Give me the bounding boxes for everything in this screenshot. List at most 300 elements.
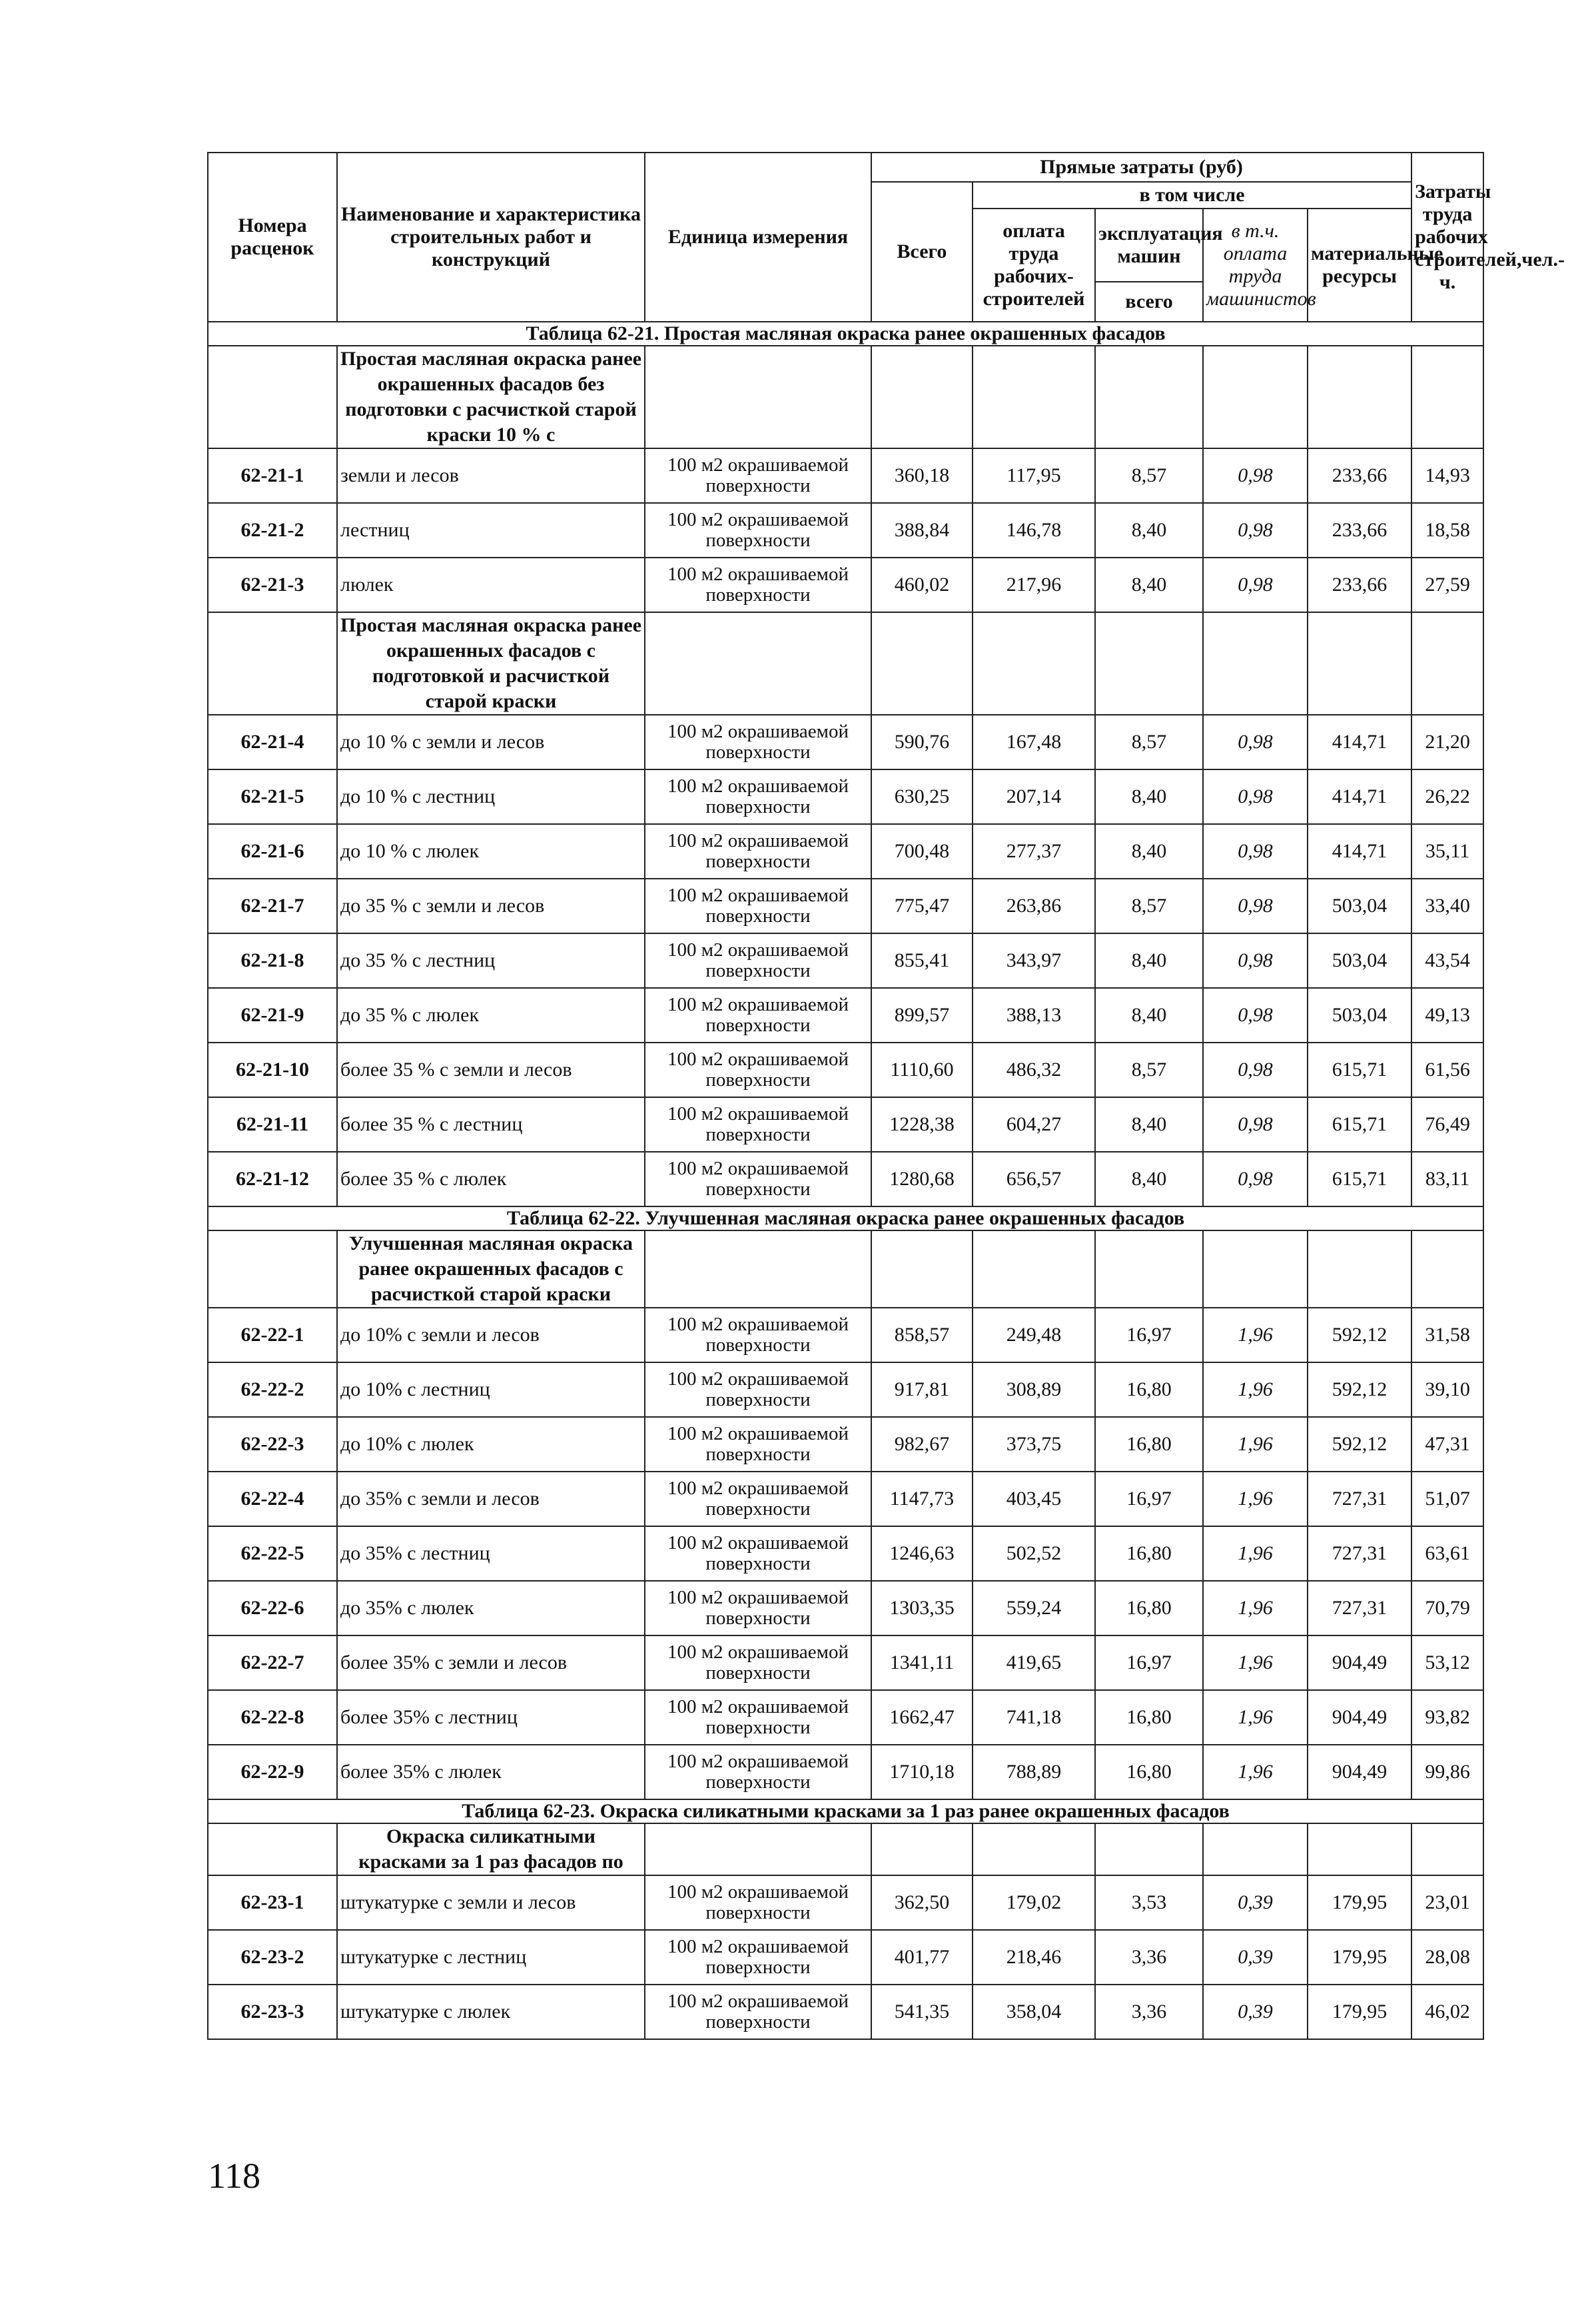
wages-cell: 373,75 [973,1417,1095,1472]
machinists-cell: 0,98 [1203,1097,1308,1152]
work-name: лестниц [337,503,645,558]
materials-cell: 233,66 [1308,448,1411,503]
materials-cell: 503,04 [1308,879,1411,933]
unit-cell: 100 м2 окрашиваемой поверхности [645,879,871,933]
total-cell: 1303,35 [871,1581,973,1635]
unit-cell: 100 м2 окрашиваемой поверхности [645,1745,871,1799]
table-caption: Таблица 62-21. Простая масляная окраска ранее окрашенных фасадов [208,322,1483,346]
unit-cell: 100 м2 окрашиваемой поверхности [645,1097,871,1152]
total-cell: 1228,38 [871,1097,973,1152]
work-name: до 10 % с лестниц [337,769,645,824]
labor-cell: 39,10 [1411,1362,1483,1417]
labor-cell: 23,01 [1411,1875,1483,1930]
page-number: 118 [208,2156,260,2196]
rate-code: 62-23-3 [208,1985,337,2039]
unit-cell: 100 м2 окрашиваемой поверхности [645,1362,871,1417]
rate-code: 62-23-2 [208,1930,337,1985]
total-cell: 1147,73 [871,1472,973,1526]
wages-cell: 308,89 [973,1362,1095,1417]
machinists-cell: 1,96 [1203,1635,1308,1690]
rate-code: 62-21-2 [208,503,337,558]
empty-cell [1203,1823,1308,1875]
empty-cell [973,612,1095,715]
materials-cell: 414,71 [1308,715,1411,769]
table-row [208,1745,1483,1799]
machines-cell: 8,40 [1095,503,1203,558]
machinists-cell: 1,96 [1203,1308,1308,1362]
table-row [208,1985,1483,2039]
machines-cell: 16,80 [1095,1581,1203,1635]
group-title-row [208,1230,1483,1308]
work-name: земли и лесов [337,448,645,503]
total-cell: 388,84 [871,503,973,558]
total-cell: 1246,63 [871,1526,973,1581]
materials-cell: 233,66 [1308,503,1411,558]
total-cell: 362,50 [871,1875,973,1930]
total-cell: 1341,11 [871,1635,973,1690]
machines-cell: 16,97 [1095,1635,1203,1690]
machinists-cell: 0,39 [1203,1875,1308,1930]
total-cell: 855,41 [871,933,973,988]
table-row [208,1581,1483,1635]
rate-code: 62-22-9 [208,1745,337,1799]
unit-cell: 100 м2 окрашиваемой поверхности [645,1472,871,1526]
empty-cell [1411,1230,1483,1308]
materials-cell: 615,71 [1308,1152,1411,1206]
table-row [208,769,1483,824]
group-title-row [208,1823,1483,1875]
empty-cell [973,1230,1095,1308]
header-including: в том числе [973,182,1411,209]
machines-cell: 8,57 [1095,879,1203,933]
labor-cell: 99,86 [1411,1745,1483,1799]
work-name: более 35 % с земли и лесов [337,1043,645,1097]
materials-cell: 503,04 [1308,933,1411,988]
unit-cell: 100 м2 окрашиваемой поверхности [645,1526,871,1581]
empty-cell [208,346,337,448]
total-cell: 917,81 [871,1362,973,1417]
labor-cell: 28,08 [1411,1930,1483,1985]
empty-cell [1308,612,1411,715]
materials-cell: 592,12 [1308,1308,1411,1362]
work-name: более 35 % с люлек [337,1152,645,1206]
wages-cell: 656,57 [973,1152,1095,1206]
table-row [208,1043,1483,1097]
table-row [208,879,1483,933]
rate-code: 62-21-12 [208,1152,337,1206]
group-title-row [208,612,1483,715]
materials-cell: 904,49 [1308,1635,1411,1690]
machines-cell: 8,57 [1095,1043,1203,1097]
total-cell: 360,18 [871,448,973,503]
labor-cell: 70,79 [1411,1581,1483,1635]
empty-cell [1203,346,1308,448]
work-name: более 35% с земли и лесов [337,1635,645,1690]
materials-cell: 414,71 [1308,769,1411,824]
empty-cell [645,1823,871,1875]
machines-cell: 16,80 [1095,1417,1203,1472]
materials-cell: 179,95 [1308,1930,1411,1985]
machines-cell: 8,40 [1095,824,1203,879]
total-cell: 460,02 [871,558,973,612]
empty-cell [1095,346,1203,448]
rate-code: 62-21-5 [208,769,337,824]
total-cell: 1280,68 [871,1152,973,1206]
rate-code: 62-22-5 [208,1526,337,1581]
total-cell: 982,67 [871,1417,973,1472]
empty-cell [1203,612,1308,715]
price-table [207,152,1565,2040]
total-cell: 541,35 [871,1985,973,2039]
wages-cell: 358,04 [973,1985,1095,2039]
header-total: Всего [871,182,973,322]
materials-cell: 615,71 [1308,1097,1411,1152]
machines-cell: 8,57 [1095,448,1203,503]
empty-cell [871,346,973,448]
wages-cell: 263,86 [973,879,1095,933]
unit-cell: 100 м2 окрашиваемой поверхности [645,1581,871,1635]
labor-cell: 26,22 [1411,769,1483,824]
table-row [208,715,1483,769]
machinists-cell: 0,98 [1203,503,1308,558]
table-row [208,558,1483,612]
rate-code: 62-22-4 [208,1472,337,1526]
machinists-cell: 0,98 [1203,1043,1308,1097]
materials-cell: 592,12 [1308,1362,1411,1417]
table-row [208,503,1483,558]
machinists-cell: 1,96 [1203,1417,1308,1472]
group-title: Улучшенная масляная окраска ранее окрашенных фасадов с расчисткой старой краски [337,1230,645,1308]
materials-cell: 179,95 [1308,1985,1411,2039]
machines-cell: 3,36 [1095,1985,1203,2039]
machinists-cell: 0,39 [1203,1985,1308,2039]
table-row [208,1362,1483,1417]
labor-cell: 21,20 [1411,715,1483,769]
rate-code: 62-23-1 [208,1875,337,1930]
wages-cell: 217,96 [973,558,1095,612]
rate-code: 62-21-4 [208,715,337,769]
materials-cell: 727,31 [1308,1472,1411,1526]
group-title: Окраска силикатными красками за 1 раз фасадов по [337,1823,645,1875]
labor-cell: 33,40 [1411,879,1483,933]
machinists-cell: 1,96 [1203,1745,1308,1799]
empty-cell [1411,346,1483,448]
table-row [208,1308,1483,1362]
wages-cell: 277,37 [973,824,1095,879]
machines-cell: 16,80 [1095,1526,1203,1581]
work-name: до 10 % с люлек [337,824,645,879]
rate-code: 62-21-7 [208,879,337,933]
unit-cell: 100 м2 окрашиваемой поверхности [645,558,871,612]
table-row [208,1635,1483,1690]
wages-cell: 559,24 [973,1581,1095,1635]
machinists-cell: 1,96 [1203,1690,1308,1745]
rate-code: 62-22-8 [208,1690,337,1745]
labor-cell: 18,58 [1411,503,1483,558]
unit-cell: 100 м2 окрашиваемой поверхности [645,1043,871,1097]
table-body [208,322,1483,2039]
rate-code: 62-22-2 [208,1362,337,1417]
empty-cell [208,612,337,715]
materials-cell: 727,31 [1308,1581,1411,1635]
group-title-row [208,346,1483,448]
table-row [208,1930,1483,1985]
labor-cell: 76,49 [1411,1097,1483,1152]
table-row [208,448,1483,503]
wages-cell: 403,45 [973,1472,1095,1526]
machinists-cell: 0,98 [1203,448,1308,503]
unit-cell: 100 м2 окрашиваемой поверхности [645,1690,871,1745]
empty-cell [1308,346,1411,448]
labor-cell: 27,59 [1411,558,1483,612]
wages-cell: 146,78 [973,503,1095,558]
empty-cell [1411,1823,1483,1875]
group-title: Простая масляная окраска ранее окрашенных фасадов без подготовки с расчисткой старой краски 10 % с [337,346,645,448]
work-name: до 35 % с земли и лесов [337,879,645,933]
total-cell: 700,48 [871,824,973,879]
materials-cell: 904,49 [1308,1745,1411,1799]
header-code: Номера расценок [208,153,337,322]
labor-cell: 31,58 [1411,1308,1483,1362]
machinists-cell: 1,96 [1203,1472,1308,1526]
wages-cell: 502,52 [973,1526,1095,1581]
total-cell: 899,57 [871,988,973,1043]
labor-cell: 35,11 [1411,824,1483,879]
unit-cell: 100 м2 окрашиваемой поверхности [645,1308,871,1362]
machinists-cell: 0,98 [1203,769,1308,824]
labor-cell: 63,61 [1411,1526,1483,1581]
table-row [208,933,1483,988]
total-cell: 401,77 [871,1930,973,1985]
table-row [208,1472,1483,1526]
unit-cell: 100 м2 окрашиваемой поверхности [645,1930,871,1985]
unit-cell: 100 м2 окрашиваемой поверхности [645,1985,871,2039]
unit-cell: 100 м2 окрашиваемой поверхности [645,503,871,558]
empty-cell [1095,612,1203,715]
machines-cell: 3,36 [1095,1930,1203,1985]
rate-code: 62-21-11 [208,1097,337,1152]
rate-code: 62-22-6 [208,1581,337,1635]
labor-cell: 14,93 [1411,448,1483,503]
unit-cell: 100 м2 окрашиваемой поверхности [645,1635,871,1690]
total-cell: 858,57 [871,1308,973,1362]
rate-code: 62-22-3 [208,1417,337,1472]
machinists-cell: 1,96 [1203,1526,1308,1581]
header-unit: Единица измерения [645,153,871,322]
labor-cell: 51,07 [1411,1472,1483,1526]
machines-cell: 8,40 [1095,558,1203,612]
work-name: до 35% с лестниц [337,1526,645,1581]
labor-cell: 46,02 [1411,1985,1483,2039]
table-caption-row [208,1799,1483,1823]
labor-cell: 49,13 [1411,988,1483,1043]
machines-cell: 8,40 [1095,988,1203,1043]
wages-cell: 343,97 [973,933,1095,988]
wages-cell: 419,65 [973,1635,1095,1690]
machinists-cell: 0,98 [1203,988,1308,1043]
unit-cell: 100 м2 окрашиваемой поверхности [645,933,871,988]
table-row [208,988,1483,1043]
machinists-cell: 0,98 [1203,715,1308,769]
total-cell: 1710,18 [871,1745,973,1799]
work-name: штукатурке с земли и лесов [337,1875,645,1930]
unit-cell: 100 м2 окрашиваемой поверхности [645,1152,871,1206]
work-name: до 35% с люлек [337,1581,645,1635]
work-name: до 35% с земли и лесов [337,1472,645,1526]
unit-cell: 100 м2 окрашиваемой поверхности [645,1417,871,1472]
rate-code: 62-21-1 [208,448,337,503]
machines-cell: 8,57 [1095,715,1203,769]
labor-cell: 53,12 [1411,1635,1483,1690]
machines-cell: 3,53 [1095,1875,1203,1930]
empty-cell [645,612,871,715]
machines-cell: 8,40 [1095,1097,1203,1152]
header-machines-total: всего [1095,282,1203,322]
unit-cell: 100 м2 окрашиваемой поверхности [645,769,871,824]
labor-cell: 83,11 [1411,1152,1483,1206]
wages-cell: 741,18 [973,1690,1095,1745]
machinists-cell: 0,39 [1203,1930,1308,1985]
machines-cell: 16,80 [1095,1690,1203,1745]
header-wages: оплата труда рабочих-строителей [973,209,1095,322]
table-row [208,1097,1483,1152]
empty-cell [208,1230,337,1308]
empty-cell [1308,1230,1411,1308]
table-row [208,824,1483,879]
wages-cell: 218,46 [973,1930,1095,1985]
machinists-cell: 0,98 [1203,933,1308,988]
table-row [208,1152,1483,1206]
unit-cell: 100 м2 окрашиваемой поверхности [645,448,871,503]
rate-code: 62-21-9 [208,988,337,1043]
work-name: до 35 % с люлек [337,988,645,1043]
empty-cell [208,1823,337,1875]
wages-cell: 604,27 [973,1097,1095,1152]
wages-cell: 167,48 [973,715,1095,769]
empty-cell [1095,1230,1203,1308]
machinists-cell: 1,96 [1203,1362,1308,1417]
machines-cell: 16,80 [1095,1745,1203,1799]
machines-cell: 16,97 [1095,1308,1203,1362]
materials-cell: 615,71 [1308,1043,1411,1097]
machinists-cell: 0,98 [1203,879,1308,933]
table-row [208,1526,1483,1581]
empty-cell [973,346,1095,448]
materials-cell: 233,66 [1308,558,1411,612]
empty-cell [871,1230,973,1308]
work-name: штукатурке с люлек [337,1985,645,2039]
group-title: Простая масляная окраска ранее окрашенных фасадов с подготовкой и расчисткой старой краски [337,612,645,715]
work-name: до 10 % с земли и лесов [337,715,645,769]
unit-cell: 100 м2 окрашиваемой поверхности [645,824,871,879]
unit-cell: 100 м2 окрашиваемой поверхности [645,1875,871,1930]
table-caption: Таблица 62-23. Окраска силикатными красками за 1 раз ранее окрашенных фасадов [208,1799,1483,1823]
work-name: до 10% с земли и лесов [337,1308,645,1362]
table-row [208,1690,1483,1745]
machines-cell: 16,97 [1095,1472,1203,1526]
table-row [208,1417,1483,1472]
materials-cell: 179,95 [1308,1875,1411,1930]
empty-cell [1411,612,1483,715]
header-machinist-wages: в т.ч. оплата труда машинистов [1203,209,1308,322]
empty-cell [871,612,973,715]
total-cell: 775,47 [871,879,973,933]
rate-code: 62-21-10 [208,1043,337,1097]
empty-cell [973,1823,1095,1875]
unit-cell: 100 м2 окрашиваемой поверхности [645,715,871,769]
rate-code: 62-21-8 [208,933,337,988]
wages-cell: 486,32 [973,1043,1095,1097]
header-machines: эксплуатация машин [1095,209,1203,282]
work-name: люлек [337,558,645,612]
header-name: Наименование и характеристика строительных работ и конструкций [337,153,645,322]
table-caption: Таблица 62-22. Улучшенная масляная окраска ранее окрашенных фасадов [208,1206,1483,1230]
machinists-cell: 1,96 [1203,1581,1308,1635]
labor-cell: 61,56 [1411,1043,1483,1097]
empty-cell [645,1230,871,1308]
materials-cell: 904,49 [1308,1690,1411,1745]
empty-cell [1203,1230,1308,1308]
work-name: более 35 % с лестниц [337,1097,645,1152]
empty-cell [645,346,871,448]
labor-cell: 93,82 [1411,1690,1483,1745]
empty-cell [871,1823,973,1875]
wages-cell: 788,89 [973,1745,1095,1799]
machines-cell: 8,40 [1095,769,1203,824]
header-materials: материальные ресурсы [1308,209,1411,322]
work-name: более 35% с люлек [337,1745,645,1799]
work-name: до 35 % с лестниц [337,933,645,988]
empty-cell [1308,1823,1411,1875]
rate-code: 62-22-7 [208,1635,337,1690]
rate-code: 62-21-3 [208,558,337,612]
rate-code: 62-22-1 [208,1308,337,1362]
table-row [208,1875,1483,1930]
table-header [208,153,1565,322]
machines-cell: 16,80 [1095,1362,1203,1417]
machines-cell: 8,40 [1095,1152,1203,1206]
machinists-cell: 0,98 [1203,824,1308,879]
materials-cell: 414,71 [1308,824,1411,879]
labor-cell: 47,31 [1411,1417,1483,1472]
total-cell: 630,25 [871,769,973,824]
materials-cell: 503,04 [1308,988,1411,1043]
total-cell: 590,76 [871,715,973,769]
rate-code: 62-21-6 [208,824,337,879]
table-caption-row [208,1206,1483,1230]
wages-cell: 249,48 [973,1308,1095,1362]
wages-cell: 207,14 [973,769,1095,824]
wages-cell: 117,95 [973,448,1095,503]
materials-cell: 592,12 [1308,1417,1411,1472]
total-cell: 1662,47 [871,1690,973,1745]
header-labor: Затраты труда рабочих строителей,чел.-ч. [1411,153,1483,322]
work-name: до 10% с люлек [337,1417,645,1472]
work-name: до 10% с лестниц [337,1362,645,1417]
wages-cell: 388,13 [973,988,1095,1043]
total-cell: 1110,60 [871,1043,973,1097]
machinists-cell: 0,98 [1203,1152,1308,1206]
materials-cell: 727,31 [1308,1526,1411,1581]
labor-cell: 43,54 [1411,933,1483,988]
wages-cell: 179,02 [973,1875,1095,1930]
empty-cell [1095,1823,1203,1875]
machines-cell: 8,40 [1095,933,1203,988]
work-name: штукатурке с лестниц [337,1930,645,1985]
header-direct-costs: Прямые затраты (руб) [871,153,1411,182]
work-name: более 35% с лестниц [337,1690,645,1745]
machinists-cell: 0,98 [1203,558,1308,612]
